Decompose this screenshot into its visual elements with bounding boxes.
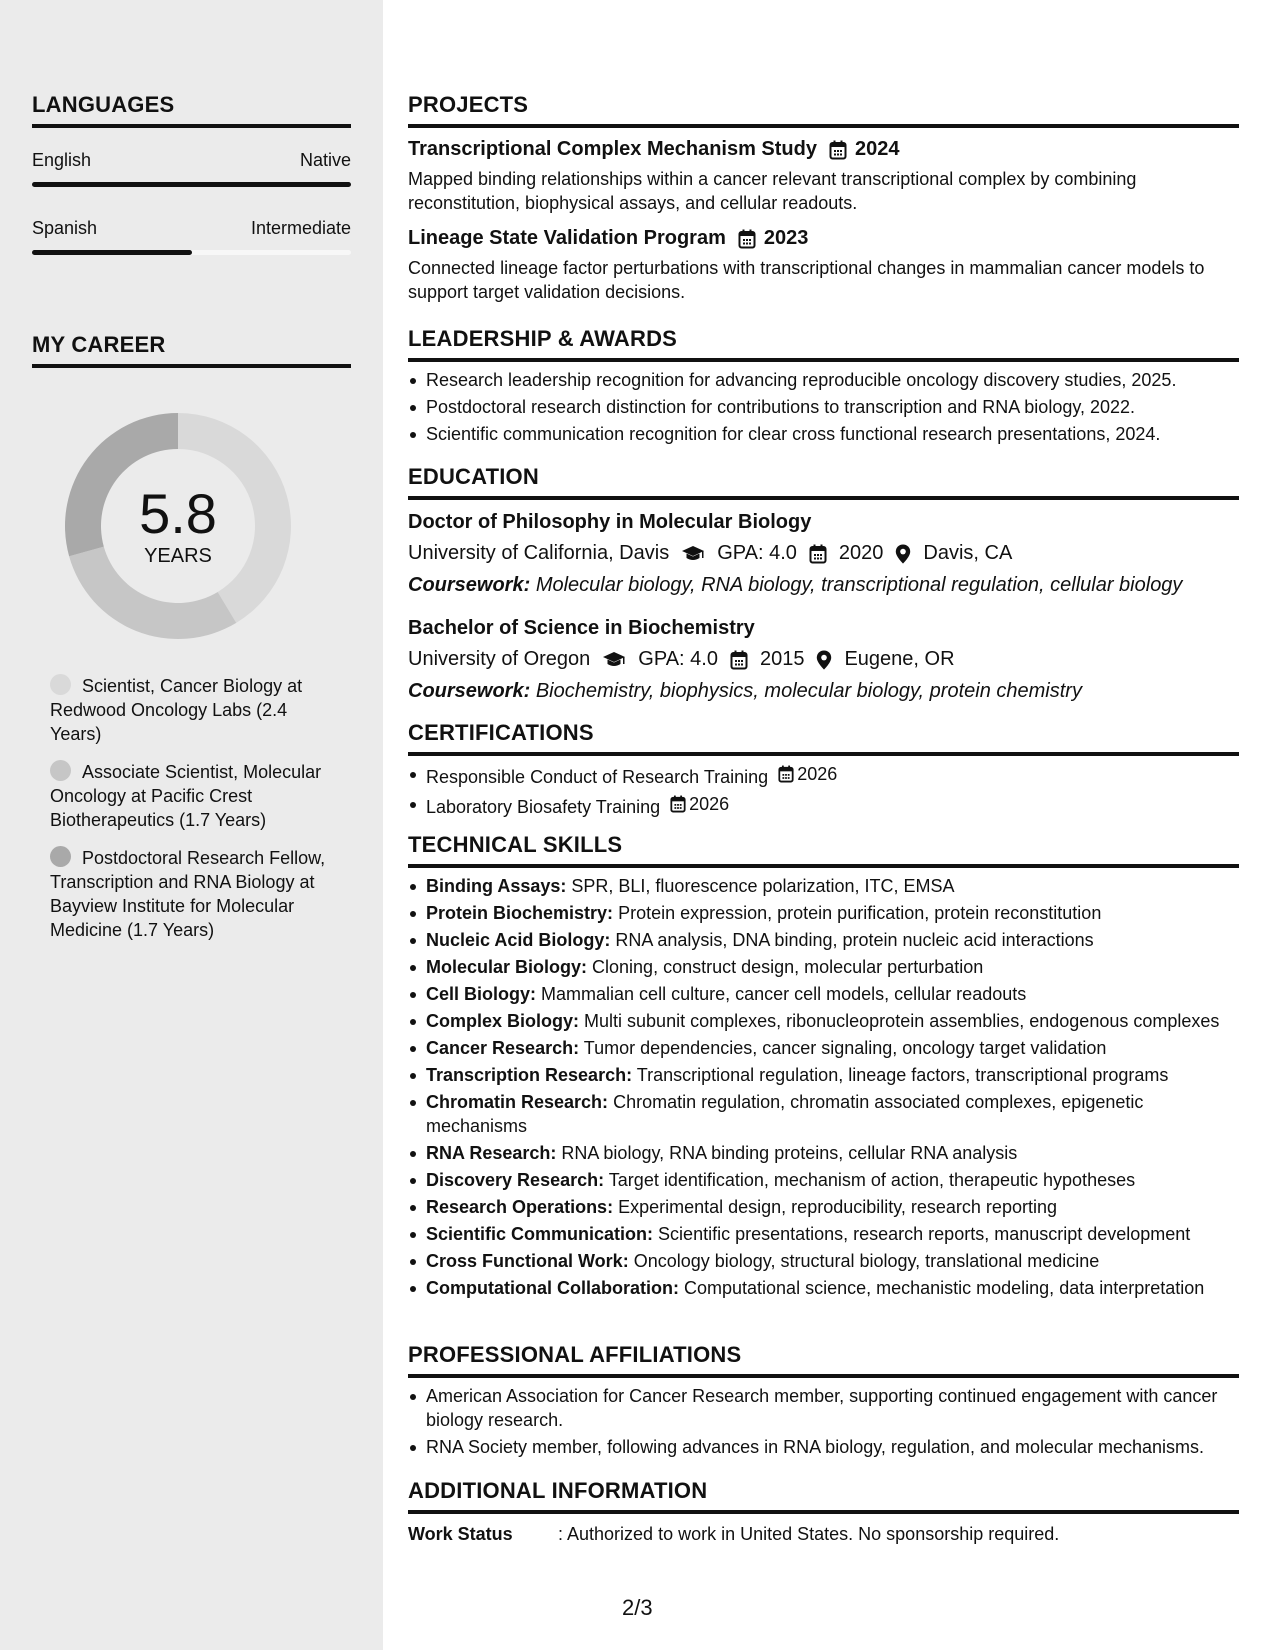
skill-item — [408, 928, 1239, 952]
school-name: University of Oregon — [408, 648, 591, 670]
leadership-section — [408, 326, 1239, 446]
leadership-list — [408, 368, 1239, 446]
leadership-heading: LEADERSHIP & AWARDS — [408, 326, 1239, 362]
skill-text: Scientific presentations, research reports, manuscript development — [658, 1224, 1191, 1244]
location-pin-icon — [895, 544, 911, 564]
additional-info-section — [408, 1478, 1239, 1545]
skill-label: Nucleic Acid Biology: — [426, 930, 611, 950]
skill-text: Target identification, mechanism of action, therapeutic hypotheses — [608, 1170, 1136, 1190]
languages-heading: LANGUAGES — [32, 92, 351, 128]
degree-title: Bachelor of Science in Biochemistry — [408, 617, 755, 639]
career-item — [50, 674, 340, 746]
skill-item — [408, 901, 1239, 925]
career-item-text: Associate Scientist, Molecular Oncology at Pacific Crest Biotherapeutics (1.7 Years) — [50, 762, 322, 830]
coursework — [408, 680, 1239, 703]
graduation-cap-icon — [602, 651, 626, 669]
career-legend-dot — [50, 846, 71, 867]
skill-label: Cell Biology: — [426, 984, 537, 1004]
coursework-text: Molecular biology, RNA biology, transcriptional regulation, cellular biology — [535, 574, 1183, 596]
affiliation-item: American Association for Cancer Research member, supporting continued engagement with cancer biology research. — [408, 1384, 1239, 1432]
page-number: 2/3 — [622, 1595, 653, 1620]
education-item — [408, 511, 1239, 597]
skills-list — [408, 874, 1239, 1300]
skill-text: Multi subunit complexes, ribonucleoprotein assemblies, endogenous complexes — [584, 1011, 1220, 1031]
career-section — [32, 332, 351, 368]
career-total-unit: YEARS — [144, 544, 212, 567]
skill-text: Computational science, mechanistic modeling, data interpretation — [684, 1278, 1205, 1298]
skill-item — [408, 982, 1239, 1006]
affiliations-heading: PROFESSIONAL AFFILIATIONS — [408, 1342, 1239, 1378]
project-title: Transcriptional Complex Mechanism Study — [408, 138, 817, 160]
skill-text: RNA analysis, DNA binding, protein nucleic acid interactions — [615, 930, 1094, 950]
skill-text: Tumor dependencies, cancer signaling, oncology target validation — [583, 1038, 1107, 1058]
skill-text: Protein expression, protein purification, protein reconstitution — [618, 903, 1102, 923]
career-item-text: Postdoctoral Research Fellow, Transcription and RNA Biology at Bayview Institute for Molecular Medicine (1.7 Years) — [50, 848, 326, 940]
skill-label: Computational Collaboration: — [426, 1278, 679, 1298]
gpa: GPA: 4.0 — [638, 648, 718, 670]
skill-item — [408, 1195, 1239, 1219]
language-proficiency-bar — [32, 182, 351, 187]
graduation-year: 2020 — [838, 542, 884, 564]
calendar-icon — [670, 795, 686, 813]
education-heading: EDUCATION — [408, 464, 1239, 500]
work-status-label: Work Status — [408, 1524, 513, 1544]
project-item — [408, 138, 1239, 215]
leadership-item: Research leadership recognition for advancing reproducible oncology discovery studies, 2025. — [408, 368, 1239, 392]
coursework-label: Coursework: — [408, 680, 531, 702]
skill-label: Cross Functional Work: — [426, 1251, 629, 1271]
skills-heading: TECHNICAL SKILLS — [408, 832, 1239, 868]
skill-text: Chromatin regulation, chromatin associated complexes, epigenetic mechanisms — [426, 1092, 1144, 1136]
project-year: 2023 — [763, 227, 809, 249]
calendar-icon — [829, 140, 847, 160]
affiliation-item: RNA Society member, following advances in RNA biology, regulation, and molecular mechanisms. — [408, 1435, 1239, 1459]
language-proficiency-fill — [32, 182, 351, 187]
certifications-list — [408, 762, 1239, 819]
language-name: Spanish — [32, 218, 98, 238]
skill-item — [408, 1063, 1239, 1087]
certification-name: Laboratory Biosafety Training — [426, 797, 661, 817]
projects-heading: PROJECTS — [408, 92, 1239, 128]
career-legend-dot — [50, 674, 71, 695]
degree-title: Doctor of Philosophy in Molecular Biology — [408, 511, 812, 533]
project-description: Mapped binding relationships within a cancer relevant transcriptional complex by combining reconstitution, biophysical assays, and cellular readouts. — [408, 169, 1137, 213]
language-proficiency-fill — [32, 250, 192, 255]
coursework — [408, 574, 1239, 597]
calendar-icon — [809, 544, 827, 564]
skill-text: SPR, BLI, fluorescence polarization, ITC, EMSA — [571, 876, 955, 896]
project-item — [408, 227, 1239, 304]
work-status-row — [408, 1524, 1239, 1545]
coursework-label: Coursework: — [408, 574, 531, 596]
gpa: GPA: 4.0 — [717, 542, 797, 564]
graduation-cap-icon — [681, 545, 705, 563]
education-item — [408, 617, 1239, 703]
skill-label: Protein Biochemistry: — [426, 903, 614, 923]
skill-item — [408, 1090, 1239, 1138]
skill-item — [408, 1141, 1239, 1165]
skill-item — [408, 874, 1239, 898]
skill-label: RNA Research: — [426, 1143, 557, 1163]
coursework-text: Biochemistry, biophysics, molecular biology, protein chemistry — [535, 680, 1082, 702]
career-heading: MY CAREER — [32, 332, 351, 368]
calendar-icon — [730, 650, 748, 670]
skill-text: Oncology biology, structural biology, translational medicine — [633, 1251, 1100, 1271]
skill-label: Discovery Research: — [426, 1170, 605, 1190]
skill-label: Scientific Communication: — [426, 1224, 654, 1244]
career-donut-chart — [64, 412, 292, 640]
skill-item — [408, 1036, 1239, 1060]
skill-label: Research Operations: — [426, 1197, 614, 1217]
calendar-icon — [738, 229, 756, 249]
skills-section — [408, 832, 1239, 1300]
career-item — [50, 846, 340, 942]
calendar-icon — [778, 765, 794, 783]
career-legend-dot — [50, 760, 71, 781]
career-item-text: Scientist, Cancer Biology at Redwood Oncology Labs (2.4 Years) — [50, 676, 303, 744]
language-name: English — [32, 150, 92, 170]
certification-item — [408, 792, 1239, 819]
language-item-spanish — [32, 218, 351, 255]
certification-item — [408, 762, 1239, 789]
skill-item — [408, 1249, 1239, 1273]
language-level: Intermediate — [250, 218, 351, 238]
language-proficiency-bar — [32, 250, 351, 255]
career-item — [50, 760, 340, 832]
school-name: University of California, Davis — [408, 542, 670, 564]
location-pin-icon — [816, 650, 832, 670]
certification-name: Responsible Conduct of Research Training — [426, 767, 769, 787]
skill-item — [408, 1222, 1239, 1246]
certification-year: 2026 — [689, 794, 730, 814]
skill-text: Mammalian cell culture, cancer cell models, cellular readouts — [541, 984, 1027, 1004]
project-description: Connected lineage factor perturbations with transcriptional changes in mammalian cancer models to support target validation decisions. — [408, 258, 1205, 302]
skill-item — [408, 1168, 1239, 1192]
skill-label: Complex Biology: — [426, 1011, 580, 1031]
affiliations-section — [408, 1342, 1239, 1459]
affiliations-list — [408, 1384, 1239, 1459]
skill-text: Cloning, construct design, molecular perturbation — [592, 957, 984, 977]
languages-section — [32, 92, 351, 255]
graduation-year: 2015 — [759, 648, 805, 670]
skill-item — [408, 1276, 1239, 1300]
school-location: Davis, CA — [923, 542, 1013, 564]
skill-item — [408, 1009, 1239, 1033]
education-section — [408, 464, 1239, 703]
certifications-heading: CERTIFICATIONS — [408, 720, 1239, 756]
language-level: Native — [299, 150, 351, 170]
career-total-value: 5.8 — [139, 481, 217, 545]
skill-text: Transcriptional regulation, lineage factors, transcriptional programs — [636, 1065, 1169, 1085]
skill-label: Chromatin Research: — [426, 1092, 609, 1112]
skill-text: RNA biology, RNA binding proteins, cellular RNA analysis — [561, 1143, 1018, 1163]
skill-label: Molecular Biology: — [426, 957, 588, 977]
skill-item — [408, 955, 1239, 979]
language-item-english — [32, 150, 351, 187]
skill-label: Cancer Research: — [426, 1038, 580, 1058]
career-list — [50, 674, 340, 956]
sidebar — [0, 0, 383, 1650]
project-year: 2024 — [854, 138, 900, 160]
school-location: Eugene, OR — [844, 648, 955, 670]
leadership-item: Postdoctoral research distinction for contributions to transcription and RNA biology, 2022. — [408, 395, 1239, 419]
skill-label: Transcription Research: — [426, 1065, 633, 1085]
skill-text: Experimental design, reproducibility, research reporting — [618, 1197, 1057, 1217]
certification-year: 2026 — [797, 764, 838, 784]
certifications-section — [408, 720, 1239, 819]
projects-section — [408, 92, 1239, 304]
work-status-text: : Authorized to work in United States. No sponsorship required. — [558, 1524, 1060, 1544]
leadership-item: Scientific communication recognition for clear cross functional research presentations, 2024. — [408, 422, 1239, 446]
skill-label: Binding Assays: — [426, 876, 567, 896]
additional-info-heading: ADDITIONAL INFORMATION — [408, 1478, 1239, 1514]
project-title: Lineage State Validation Program — [408, 227, 726, 249]
